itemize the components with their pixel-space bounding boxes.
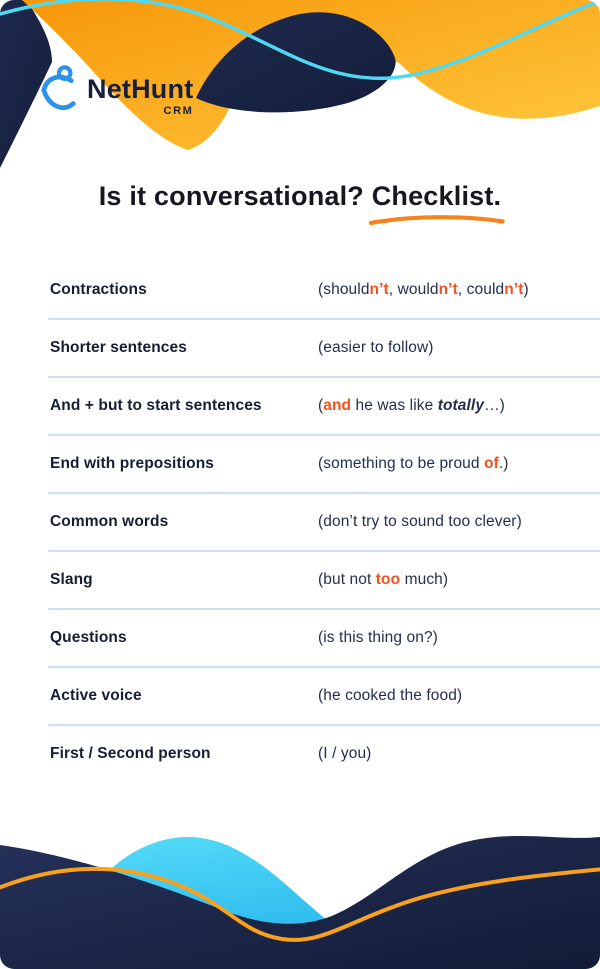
row-label: First / Second person: [50, 745, 211, 762]
orange-underline-swoosh: [368, 214, 506, 226]
row-value-segment: …): [484, 397, 505, 414]
row-value-segment: too: [375, 571, 401, 588]
row-value: [318, 571, 448, 589]
row-value-segment: n’t: [504, 281, 524, 298]
checklist-row: [0, 320, 600, 376]
logo-name: NetHunt: [87, 74, 194, 104]
checklist-row: [0, 668, 600, 724]
nethunt-person-icon: [40, 64, 78, 124]
row-label: Slang: [50, 571, 93, 588]
title-underlined-text: Checklist.: [371, 181, 502, 211]
checklist-row: [0, 726, 600, 782]
row-value: [318, 281, 529, 299]
logo-text: [87, 76, 193, 117]
row-value-segment: much): [400, 571, 449, 588]
row-label: Questions: [50, 629, 127, 646]
row-label: Contractions: [50, 281, 147, 298]
row-label: Common words: [50, 513, 169, 530]
row-value-segment: (easier to follow): [318, 339, 434, 356]
row-label: And + but to start sentences: [50, 397, 262, 414]
row-label: Active voice: [50, 687, 142, 704]
row-value-segment: n’t: [438, 281, 458, 298]
row-value-segment: of: [484, 455, 499, 472]
checklist: [0, 262, 600, 782]
row-value-segment: n’t: [369, 281, 389, 298]
row-value-segment: (but not: [318, 571, 376, 588]
row-value-segment: , would: [388, 281, 439, 298]
row-value-segment: and: [323, 397, 352, 414]
checklist-row: [0, 610, 600, 666]
nethunt-logo: [40, 64, 193, 124]
row-value: [318, 455, 509, 473]
title-plain: Is it conversational?: [98, 181, 372, 211]
row-value-segment: he was like: [351, 397, 438, 414]
footer-waves: [0, 819, 600, 969]
row-value-segment: (: [318, 397, 324, 414]
title-underlined: [372, 181, 502, 212]
row-value-segment: , could: [457, 281, 505, 298]
row-value-segment: (is this thing on?): [318, 629, 438, 646]
row-value: [318, 629, 438, 647]
row-value-segment: (should: [318, 281, 370, 298]
row-label: Shorter sentences: [50, 339, 187, 356]
row-value: [318, 687, 462, 705]
row-value: [318, 397, 505, 415]
checklist-row: [0, 436, 600, 492]
row-value-segment: (he cooked the food): [318, 687, 463, 704]
logo-sub: CRM: [163, 105, 194, 117]
row-label: End with prepositions: [50, 455, 214, 472]
row-value-segment: totally: [437, 397, 485, 414]
checklist-row: [0, 262, 600, 318]
row-value-segment: (I / you): [318, 745, 372, 762]
row-value: [318, 513, 522, 531]
page-title: [0, 181, 600, 212]
row-value-segment: (don’t try to sound too clever): [318, 513, 522, 530]
checklist-row: [0, 552, 600, 608]
row-value-segment: ): [523, 281, 529, 298]
row-value: [318, 339, 434, 357]
checklist-row: [0, 378, 600, 434]
row-value: [318, 745, 371, 763]
checklist-row: [0, 494, 600, 550]
row-value-segment: .): [498, 455, 509, 472]
row-value-segment: (something to be proud: [318, 455, 485, 472]
